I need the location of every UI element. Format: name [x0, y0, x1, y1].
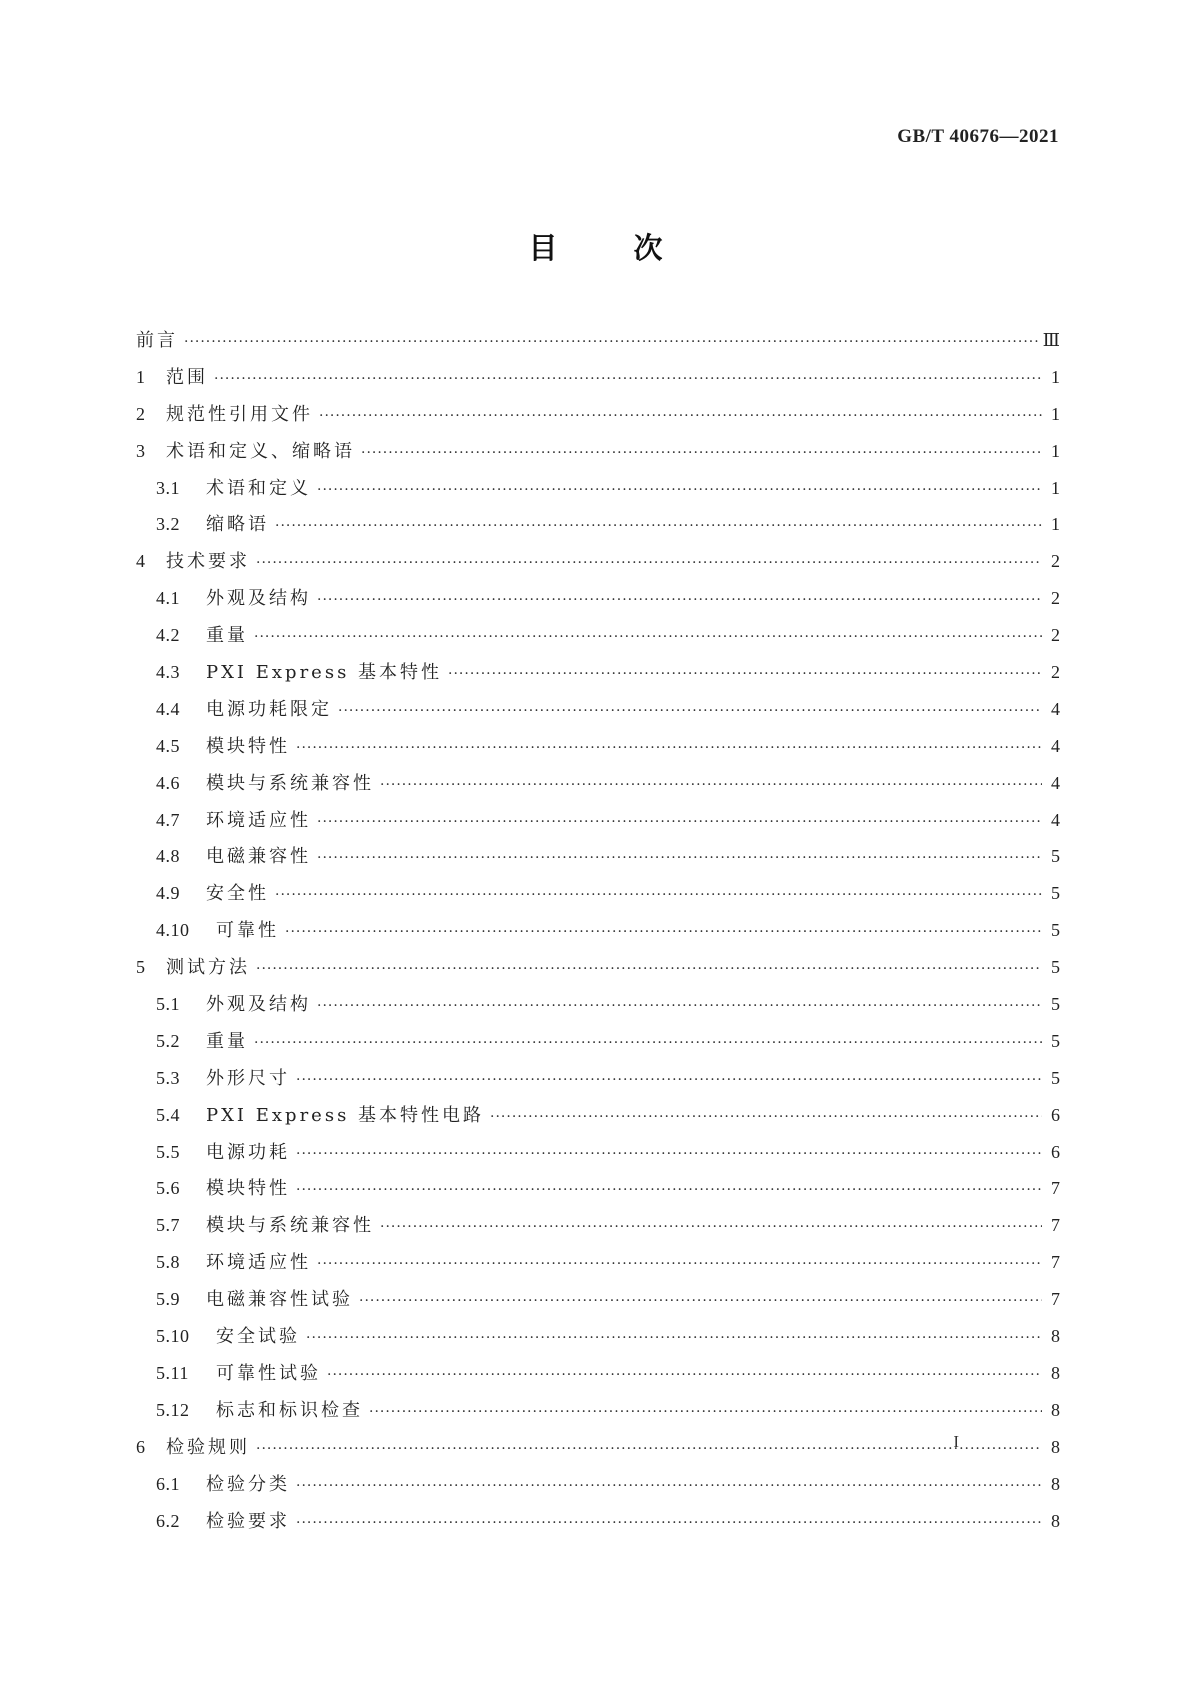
toc-entry-label: 模块与系统兼容性 [206, 772, 374, 794]
dot-leader [380, 1209, 1042, 1246]
toc-entry-page: 8 [1051, 1399, 1060, 1420]
dot-leader [448, 656, 1042, 693]
toc-entry[interactable] [136, 986, 1060, 1023]
toc-entry-number: 5.9 [156, 1289, 180, 1310]
toc-entry-label: 电源功耗 [206, 1141, 290, 1163]
dot-leader [296, 1172, 1042, 1209]
dot-leader [327, 1357, 1042, 1394]
toc-entry-label: 检验分类 [206, 1473, 290, 1495]
dot-leader [254, 619, 1042, 656]
toc-entry[interactable] [136, 1207, 1060, 1244]
toc-entry-label: 外观及结构 [206, 994, 311, 1016]
toc-entry[interactable] [136, 396, 1060, 433]
toc-entry[interactable] [136, 1503, 1060, 1540]
dot-leader [296, 1468, 1042, 1505]
toc-entry-label: 电磁兼容性 [206, 846, 311, 868]
toc-entry-label: 电源功耗限定 [206, 698, 332, 720]
dot-leader [490, 1099, 1042, 1136]
toc-entry-number: 4.2 [156, 625, 180, 646]
toc-entry-label: 重量 [206, 625, 248, 647]
toc-entry-number: 3.1 [156, 477, 180, 498]
toc-entry-label: 电磁兼容性试验 [206, 1289, 353, 1311]
toc-entry[interactable] [136, 322, 1060, 359]
toc-entry-number: 4.3 [156, 662, 180, 683]
toc-entry-page: 6 [1051, 1141, 1060, 1162]
toc-entry-number: 4.5 [156, 735, 180, 756]
toc-entry[interactable] [136, 1097, 1060, 1134]
toc-entry-page: 8 [1051, 1510, 1060, 1531]
toc-entry-label: 模块与系统兼容性 [206, 1215, 374, 1237]
toc-entry-page: 8 [1051, 1436, 1060, 1457]
toc-entry-page: 2 [1051, 588, 1060, 609]
toc-entry-label: 范围 [166, 366, 208, 388]
dot-leader [317, 472, 1042, 509]
toc-entry-label: 技术要求 [166, 551, 250, 573]
toc-entry-number: 5.6 [156, 1178, 180, 1199]
page-number: I [953, 1432, 959, 1451]
toc-entry[interactable] [136, 949, 1060, 986]
dot-leader [359, 1283, 1042, 1320]
toc-entry-number: 4.7 [156, 809, 180, 830]
toc-entry-label: 环境适应性 [206, 809, 311, 831]
toc-entry-number: 6.1 [156, 1473, 180, 1494]
toc-entry-number: 4 [136, 551, 146, 572]
dot-leader [296, 730, 1042, 767]
toc-entry-page: 6 [1051, 1104, 1060, 1125]
toc-entry-page: 4 [1051, 735, 1060, 756]
toc-entry-number: 5.3 [156, 1067, 180, 1088]
toc-entry[interactable] [136, 802, 1060, 839]
toc-entry[interactable] [136, 1281, 1060, 1318]
dot-leader [317, 582, 1042, 619]
dot-leader [296, 1505, 1042, 1542]
toc-entry-number: 5.12 [156, 1399, 190, 1420]
toc-entry[interactable] [136, 580, 1060, 617]
dot-leader [275, 508, 1042, 545]
toc-entry[interactable] [136, 617, 1060, 654]
toc-entry-label: 模块特性 [206, 1178, 290, 1200]
toc-entry-label: 前言 [136, 330, 178, 351]
toc-entry-label: 安全试验 [216, 1326, 300, 1348]
toc-entry-page: 4 [1051, 698, 1060, 719]
dot-leader [338, 693, 1042, 730]
toc-entry[interactable] [136, 506, 1060, 543]
toc-entry-page: 4 [1051, 772, 1060, 793]
toc-entry-number: 4.4 [156, 698, 180, 719]
toc-entry-page: 1 [1051, 477, 1060, 498]
toc-entry-page: 2 [1051, 551, 1060, 572]
dot-leader [361, 435, 1042, 472]
toc-entry-page: 1 [1051, 514, 1060, 535]
toc-entry-number: 4.8 [156, 846, 180, 867]
dot-leader [254, 1025, 1042, 1062]
toc-entry-label: 术语和定义 [206, 477, 311, 499]
toc-entry[interactable] [136, 912, 1060, 949]
toc-entry-number: 2 [136, 403, 146, 424]
toc-entry-label: PXI Express 基本特性电路 [206, 1104, 485, 1126]
toc-entry-page: 7 [1051, 1252, 1060, 1273]
dot-leader [306, 1320, 1042, 1357]
toc-entry-page: 4 [1051, 809, 1060, 830]
toc-entry-label: 环境适应性 [206, 1252, 311, 1274]
toc-entry-page: 5 [1051, 957, 1060, 978]
toc-entry[interactable] [136, 728, 1060, 765]
toc-entry-page: Ⅲ [1042, 330, 1060, 350]
toc-entry-page: 5 [1051, 1030, 1060, 1051]
dot-leader [317, 840, 1042, 877]
toc-entry-page: 1 [1051, 366, 1060, 387]
dot-leader [296, 1136, 1042, 1173]
toc-entry-label: PXI Express 基本特性 [206, 662, 443, 684]
toc-entry-number: 3.2 [156, 514, 180, 535]
page-title: 目次 [528, 231, 739, 265]
toc-entry[interactable] [136, 1392, 1060, 1429]
toc-entry-number: 5.1 [156, 994, 180, 1015]
toc-entry-label: 检验要求 [206, 1510, 290, 1532]
dot-leader [369, 1394, 1042, 1431]
toc-entry-page: 5 [1051, 994, 1060, 1015]
toc-entry-label: 外形尺寸 [206, 1067, 290, 1089]
toc-entry[interactable] [136, 543, 1060, 580]
toc-entry-number: 5.4 [156, 1104, 180, 1125]
standard-code: GB/T 40676—2021 [897, 126, 1059, 147]
toc-entry-page: 8 [1051, 1362, 1060, 1383]
toc-entry[interactable] [136, 1060, 1060, 1097]
dot-leader [275, 877, 1042, 914]
toc-entry-number: 6.2 [156, 1510, 180, 1531]
toc-entry-number: 5.8 [156, 1252, 180, 1273]
dot-leader [285, 914, 1042, 951]
toc-entry-page: 5 [1051, 883, 1060, 904]
toc-entry[interactable] [136, 691, 1060, 728]
toc-entry-page: 2 [1051, 625, 1060, 646]
toc-entry[interactable] [136, 1023, 1060, 1060]
toc-entry[interactable] [136, 838, 1060, 875]
toc-entry[interactable] [136, 1466, 1060, 1503]
toc-entry[interactable] [136, 1134, 1060, 1171]
toc-entry[interactable] [136, 1429, 1060, 1466]
toc-entry[interactable] [136, 359, 1060, 396]
toc-entry-label: 可靠性试验 [216, 1362, 321, 1384]
toc-entry-page: 7 [1051, 1178, 1060, 1199]
dot-leader [317, 988, 1042, 1025]
toc-entry-page: 7 [1051, 1289, 1060, 1310]
toc-entry-page: 1 [1051, 440, 1060, 461]
toc-entry[interactable] [136, 1244, 1060, 1281]
toc-entry-number: 5.2 [156, 1030, 180, 1051]
toc-entry-number: 4.9 [156, 883, 180, 904]
toc-entry-page: 5 [1051, 920, 1060, 941]
dot-leader [256, 545, 1042, 582]
toc-entry-label: 模块特性 [206, 735, 290, 757]
toc-entry-label: 测试方法 [166, 957, 250, 979]
toc-entry-number: 1 [136, 366, 146, 387]
toc-entry[interactable] [136, 1170, 1060, 1207]
toc-entry[interactable] [136, 654, 1060, 691]
toc-entry-number: 3 [136, 440, 146, 461]
dot-leader [214, 361, 1042, 398]
toc-entry[interactable] [136, 1355, 1060, 1392]
toc-entry-label: 安全性 [206, 883, 269, 905]
toc-entry-page: 7 [1051, 1215, 1060, 1236]
toc-entry[interactable] [136, 765, 1060, 802]
toc-entry-number: 6 [136, 1436, 146, 1457]
dot-leader [319, 398, 1042, 435]
toc-entry-label: 外观及结构 [206, 588, 311, 610]
toc-entry-number: 5.7 [156, 1215, 180, 1236]
toc-entry-label: 缩略语 [206, 514, 269, 536]
toc-entry-label: 规范性引用文件 [166, 403, 313, 425]
dot-leader [184, 324, 1039, 361]
toc-entry-label: 检验规则 [166, 1436, 250, 1458]
toc-entry[interactable] [136, 433, 1060, 470]
toc-entry-number: 5.10 [156, 1326, 190, 1347]
toc-entry-label: 术语和定义、缩略语 [166, 440, 355, 462]
toc-entry-page: 5 [1051, 846, 1060, 867]
toc-entry-page: 8 [1051, 1326, 1060, 1347]
toc-entry-number: 4.6 [156, 772, 180, 793]
dot-leader [317, 1246, 1042, 1283]
dot-leader [317, 804, 1042, 841]
toc-entry-number: 5.11 [156, 1362, 189, 1383]
toc-entry[interactable] [136, 875, 1060, 912]
toc-entry-page: 1 [1051, 403, 1060, 424]
toc-entry-label: 标志和标识检查 [216, 1399, 363, 1421]
toc-entry-page: 5 [1051, 1067, 1060, 1088]
dot-leader [256, 1431, 1042, 1468]
toc-entry-page: 2 [1051, 662, 1060, 683]
toc-entry-label: 可靠性 [216, 920, 279, 942]
dot-leader [296, 1062, 1042, 1099]
toc-entry-page: 8 [1051, 1473, 1060, 1494]
dot-leader [380, 767, 1042, 804]
toc-entry-number: 4.10 [156, 920, 190, 941]
dot-leader [256, 951, 1042, 988]
toc-entry-label: 重量 [206, 1030, 248, 1052]
toc-entry[interactable] [136, 470, 1060, 507]
toc-entry-number: 4.1 [156, 588, 180, 609]
toc-entry-number: 5.5 [156, 1141, 180, 1162]
toc-entry-number: 5 [136, 957, 146, 978]
toc-entry[interactable] [136, 1318, 1060, 1355]
table-of-contents [136, 322, 1060, 1539]
